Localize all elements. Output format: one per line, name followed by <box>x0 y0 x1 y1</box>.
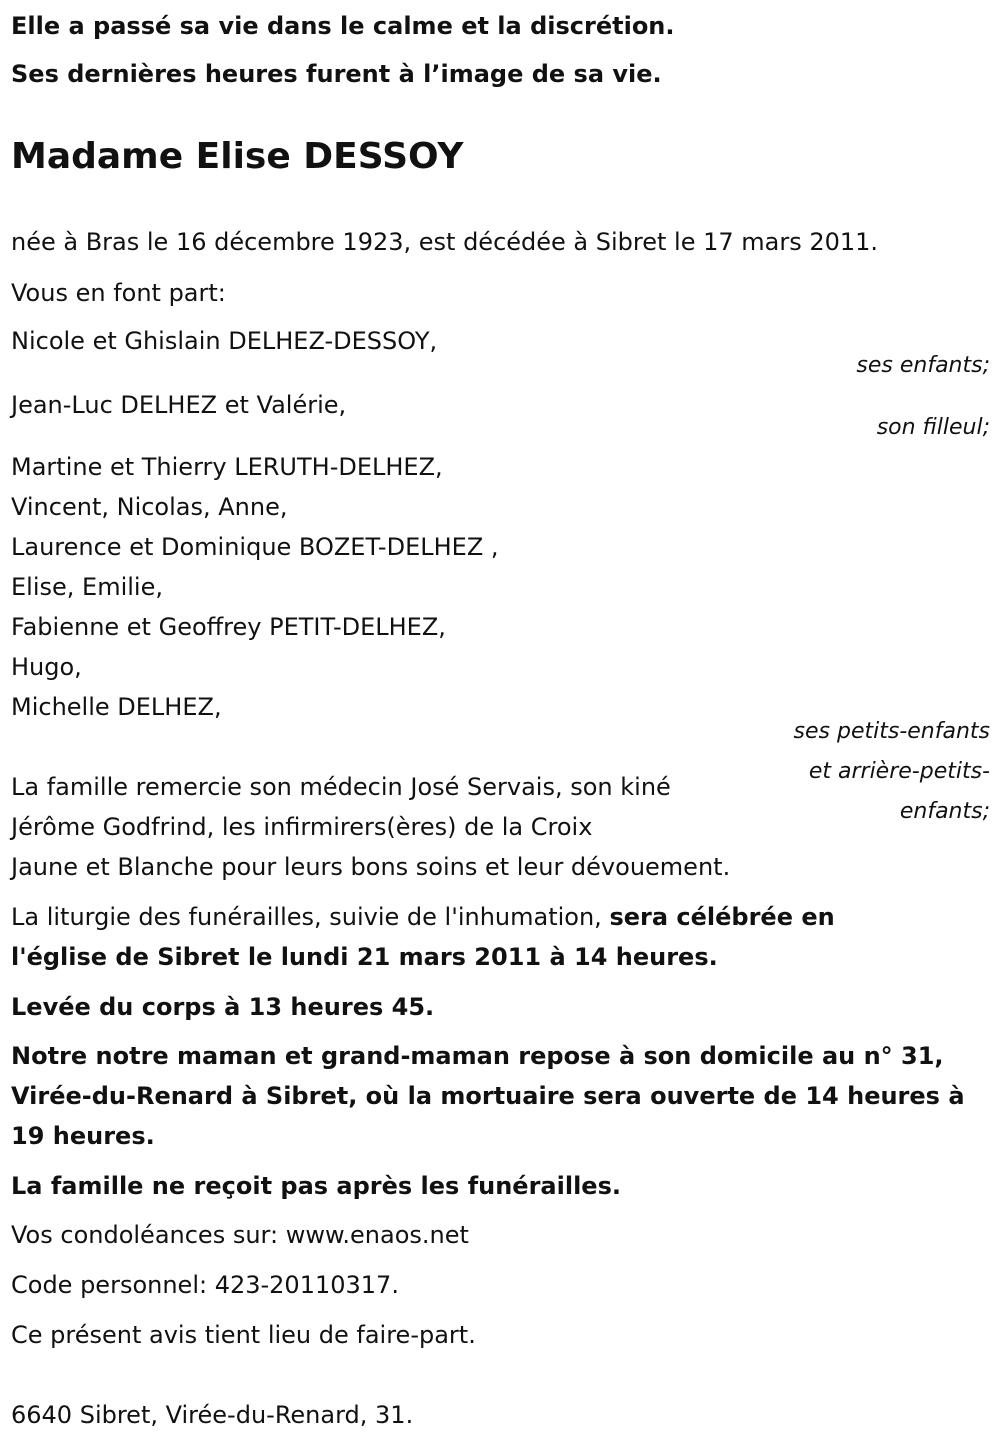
grandchildren-line: Fabienne et Geoffrey PETIT-DELHEZ, <box>11 613 446 641</box>
levee-line: Levée du corps à 13 heures 45. <box>11 993 435 1021</box>
grandchildren-role-2: et arrière-petits- <box>808 759 990 784</box>
children-role: ses enfants; <box>856 353 990 378</box>
grandchildren-line: Laurence et Dominique BOZET-DELHEZ , <box>11 533 499 561</box>
godson-role: son filleul; <box>876 415 990 440</box>
liturgy-plain-text: La liturgie des funérailles, suivie de l'inhumation, <box>11 903 610 931</box>
liturgy-line-2: l'église de Sibret le lundi 21 mars 2011 à 14 heures. <box>11 943 718 971</box>
thanks-line-2: Jérôme Godfrind, les infirmirers(ères) de la Croix <box>11 813 593 841</box>
grandchildren-line: Hugo, <box>11 653 82 681</box>
rest-line-2: Virée-du-Renard à Sibret, où la mortuaire sera ouverte de 14 heures à <box>11 1082 965 1110</box>
intro-line-1: Elle a passé sa vie dans le calme et la discrétion. <box>11 12 675 40</box>
rest-line-1: Notre notre maman et grand-maman repose à son domicile au n° 31, <box>11 1042 944 1070</box>
thanks-line-1: La famille remercie son médecin José Servais, son kiné <box>11 773 671 801</box>
deceased-name: Madame Elise DESSOY <box>11 136 464 177</box>
liturgy-bold-text: sera célébrée en <box>609 903 835 931</box>
notice-line: Ce présent avis tient lieu de faire-part. <box>11 1321 476 1349</box>
birth-death-line: née à Bras le 16 décembre 1923, est décédée à Sibret le 17 mars 2011. <box>11 228 879 256</box>
intro-line-2: Ses dernières heures furent à l’image de sa vie. <box>11 60 662 88</box>
address-line: 6640 Sibret, Virée-du-Renard, 31. <box>11 1401 414 1429</box>
children-names: Nicole et Ghislain DELHEZ-DESSOY, <box>11 327 438 355</box>
announce-line: Vous en font part: <box>11 279 226 307</box>
condolences-line: Vos condoléances sur: www.enaos.net <box>11 1221 469 1249</box>
grandchildren-role-1: ses petits-enfants <box>793 719 990 744</box>
thanks-line-3: Jaune et Blanche pour leurs bons soins et leur dévouement. <box>11 853 731 881</box>
godson-names: Jean-Luc DELHEZ et Valérie, <box>11 391 347 419</box>
code-line: Code personnel: 423-20110317. <box>11 1271 399 1299</box>
grandchildren-line: Martine et Thierry LERUTH-DELHEZ, <box>11 453 443 481</box>
liturgy-line-1 <box>11 901 835 933</box>
no-reception-line: La famille ne reçoit pas après les funérailles. <box>11 1172 621 1200</box>
grandchildren-line: Michelle DELHEZ, <box>11 693 222 721</box>
rest-line-3: 19 heures. <box>11 1122 155 1150</box>
grandchildren-role-3: enfants; <box>899 799 990 824</box>
grandchildren-line: Elise, Emilie, <box>11 573 163 601</box>
grandchildren-line: Vincent, Nicolas, Anne, <box>11 493 288 521</box>
